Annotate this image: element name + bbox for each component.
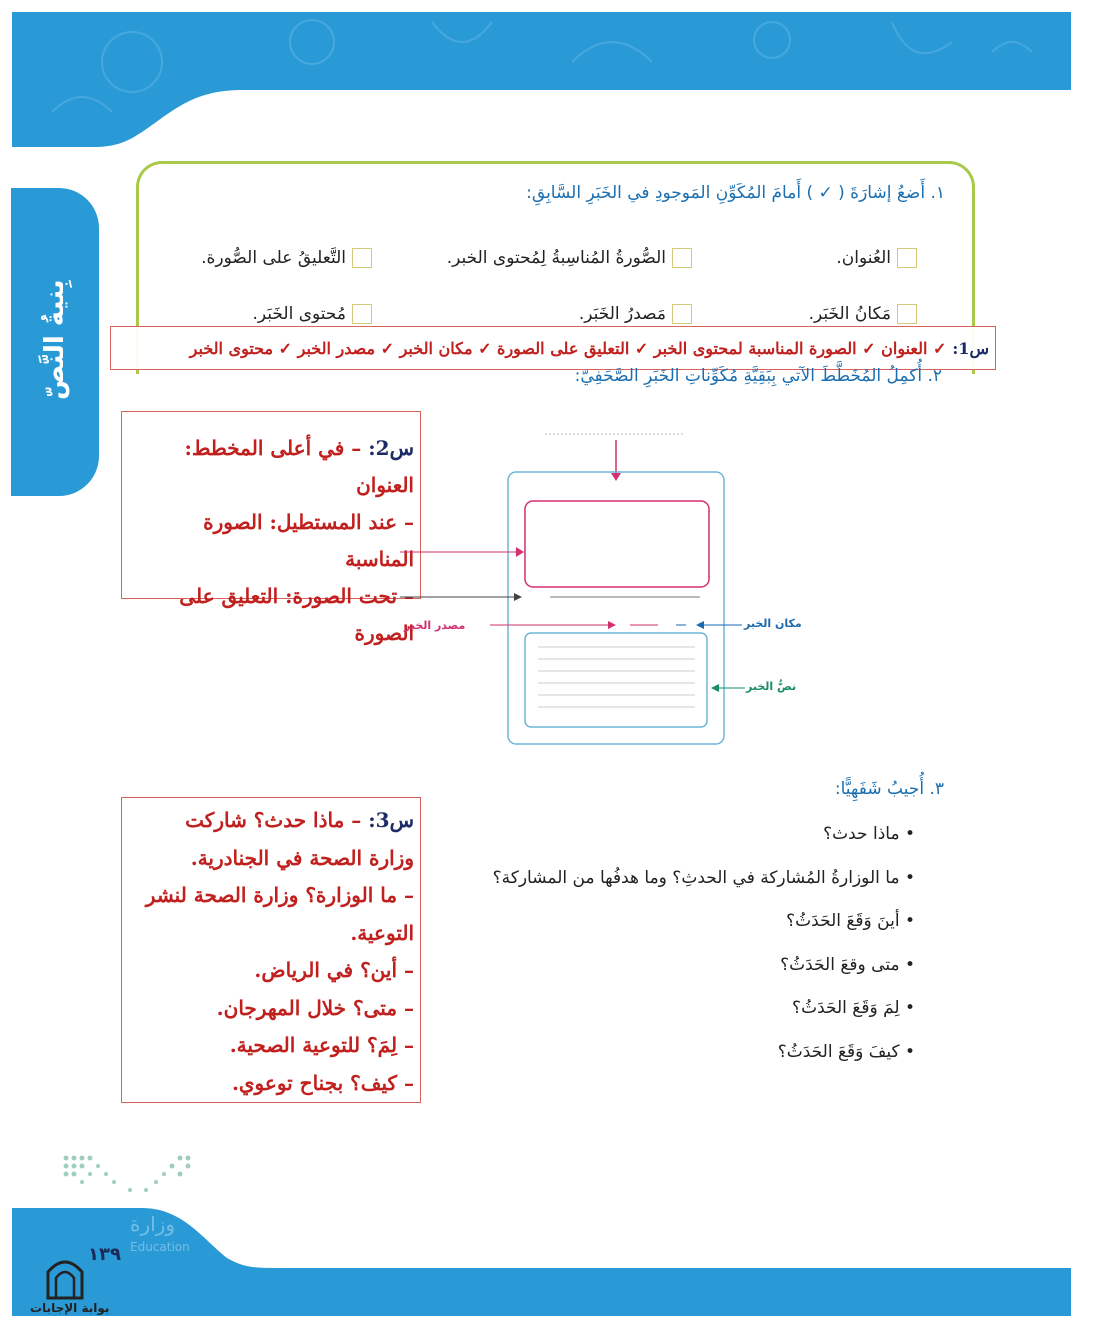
answer2-line: – عند المستطيل: الصورة المناسبة [203,510,414,571]
exercise3-title: ٣. أُجيبُ شَفَهِيًّا: [834,779,944,799]
question-text: متى وقعَ الحَدَثُ؟ [780,955,900,975]
option-label: مُحتوى الخَبَر. [252,304,346,324]
answer3-line: – ما الوزارة؟ وزارة الصحة لنشر [145,883,414,907]
answer3-line: وزارة الصحة في الجنادرية. [190,845,414,870]
news-diagram [400,425,840,755]
option-label: مَصدرُ الخَبَر. [578,304,666,324]
answer1-text: ✓ العنوان ✓ الصورة المناسبة لمحتوى الخبر ✓ التعليق على الصورة ✓ مكان الخبر ✓ مصدر الخبر ✓ محتوى الخبر [189,338,947,358]
question-text: ماذا حدث؟ [823,824,900,844]
answer2-label: س2: [368,436,414,460]
option-label: مَكانُ الخَبَر. [808,304,891,324]
answer3-line: التوعية. [350,920,414,945]
ministry-name: وزارة [130,1212,176,1236]
question-item: • كيفَ وَقَعَ الحَدَثُ؟ [777,1042,915,1062]
checkbox[interactable] [672,304,692,324]
question-item: • ماذا حدث؟ [823,824,915,844]
question-item: • متى وقعَ الحَدَثُ؟ [780,955,915,975]
watermark-icon [44,1254,86,1300]
answer3-label: س3: [368,808,414,832]
answer2-line: الصورة [354,621,414,645]
place-label: مكان الخبر [744,617,802,630]
checkbox[interactable] [897,248,917,268]
question-text: كيفَ وَقَعَ الحَدَثُ؟ [777,1042,900,1062]
answer1-box [110,326,996,370]
option-image[interactable] [447,248,692,268]
answer1-label: س1: [952,338,989,358]
exercise2-title: ٢. أُكمِلُ المُخَطَّطَ الآتي بِبَقِيَّةِ مُكَوِّناتِ الخَبَرِ الصَّحَفِيّ: [574,366,942,386]
option-title[interactable] [836,248,917,268]
answer3-box [121,797,421,1103]
page-outline [508,472,724,744]
ministry-sub: Education [130,1240,190,1254]
question-text: ما الوزارةُ المُشاركة في الحدثِ؟ وما هدفُها من المشاركة؟ [492,868,900,888]
exercise1-title: ١. أَضعُ إشارَةَ ( ✓ ) أَمامَ المُكَوِّنِ المَوجودِ في الخَبَرِ السَّابِقِ: [526,183,945,203]
text-lines [538,647,695,707]
question-item: • لِمَ وَقَعَ الحَدَثُ؟ [792,998,915,1018]
answer3-line: – لِمَ؟ للتوعية الصحية. [229,1033,414,1057]
answer2-line: – تحت الصورة: التعليق على [179,584,414,608]
header-banner [12,12,1071,147]
checkbox[interactable] [672,248,692,268]
answer2-line: – في أعلى المخطط: العنوان [184,436,414,497]
page-number: ١٣٩ [88,1244,121,1265]
question-text: أينَ وَقَعَ الحَدَثُ؟ [786,911,900,931]
question-text: لِمَ وَقَعَ الحَدَثُ؟ [792,998,900,1018]
checkbox[interactable] [352,304,372,324]
watermark-text: بوابة الإجابات [30,1301,110,1315]
option-source[interactable] [579,304,692,324]
answer3-line: – متى؟ خلال المهرجان. [216,995,414,1020]
answer3-line: – ماذا حدث؟ شاركت [185,808,362,832]
option-label: العُنوان. [836,248,891,268]
checkbox[interactable] [352,248,372,268]
option-place[interactable] [809,304,917,324]
option-label: الصُّورةُ المُناسِبةُ لِمُحتوى الخبر. [446,248,666,268]
question-item: • أينَ وَقَعَ الحَدَثُ؟ [786,911,915,931]
source-label: مصدر الخبر [404,619,466,632]
question-item: • ما الوزارةُ المُشاركة في الحدثِ؟ وما هدفُها من المشاركة؟ [492,868,915,888]
side-tab-label: بِنيةُ النَّصّ [40,279,70,401]
image-rectangle [525,501,709,587]
text-label: نصُّ الخبر [746,680,797,693]
checkbox[interactable] [897,304,917,324]
answer2-box [121,411,421,645]
ministry-logo [60,1152,200,1200]
option-label: التَّعليقُ على الصُّورة. [201,248,346,268]
answer3-line: – كيف؟ بجناح توعوي. [231,1070,414,1095]
option-caption[interactable] [201,248,372,268]
option-content[interactable] [253,304,373,324]
answer3-line: – أين؟ في الرياض. [254,958,414,982]
